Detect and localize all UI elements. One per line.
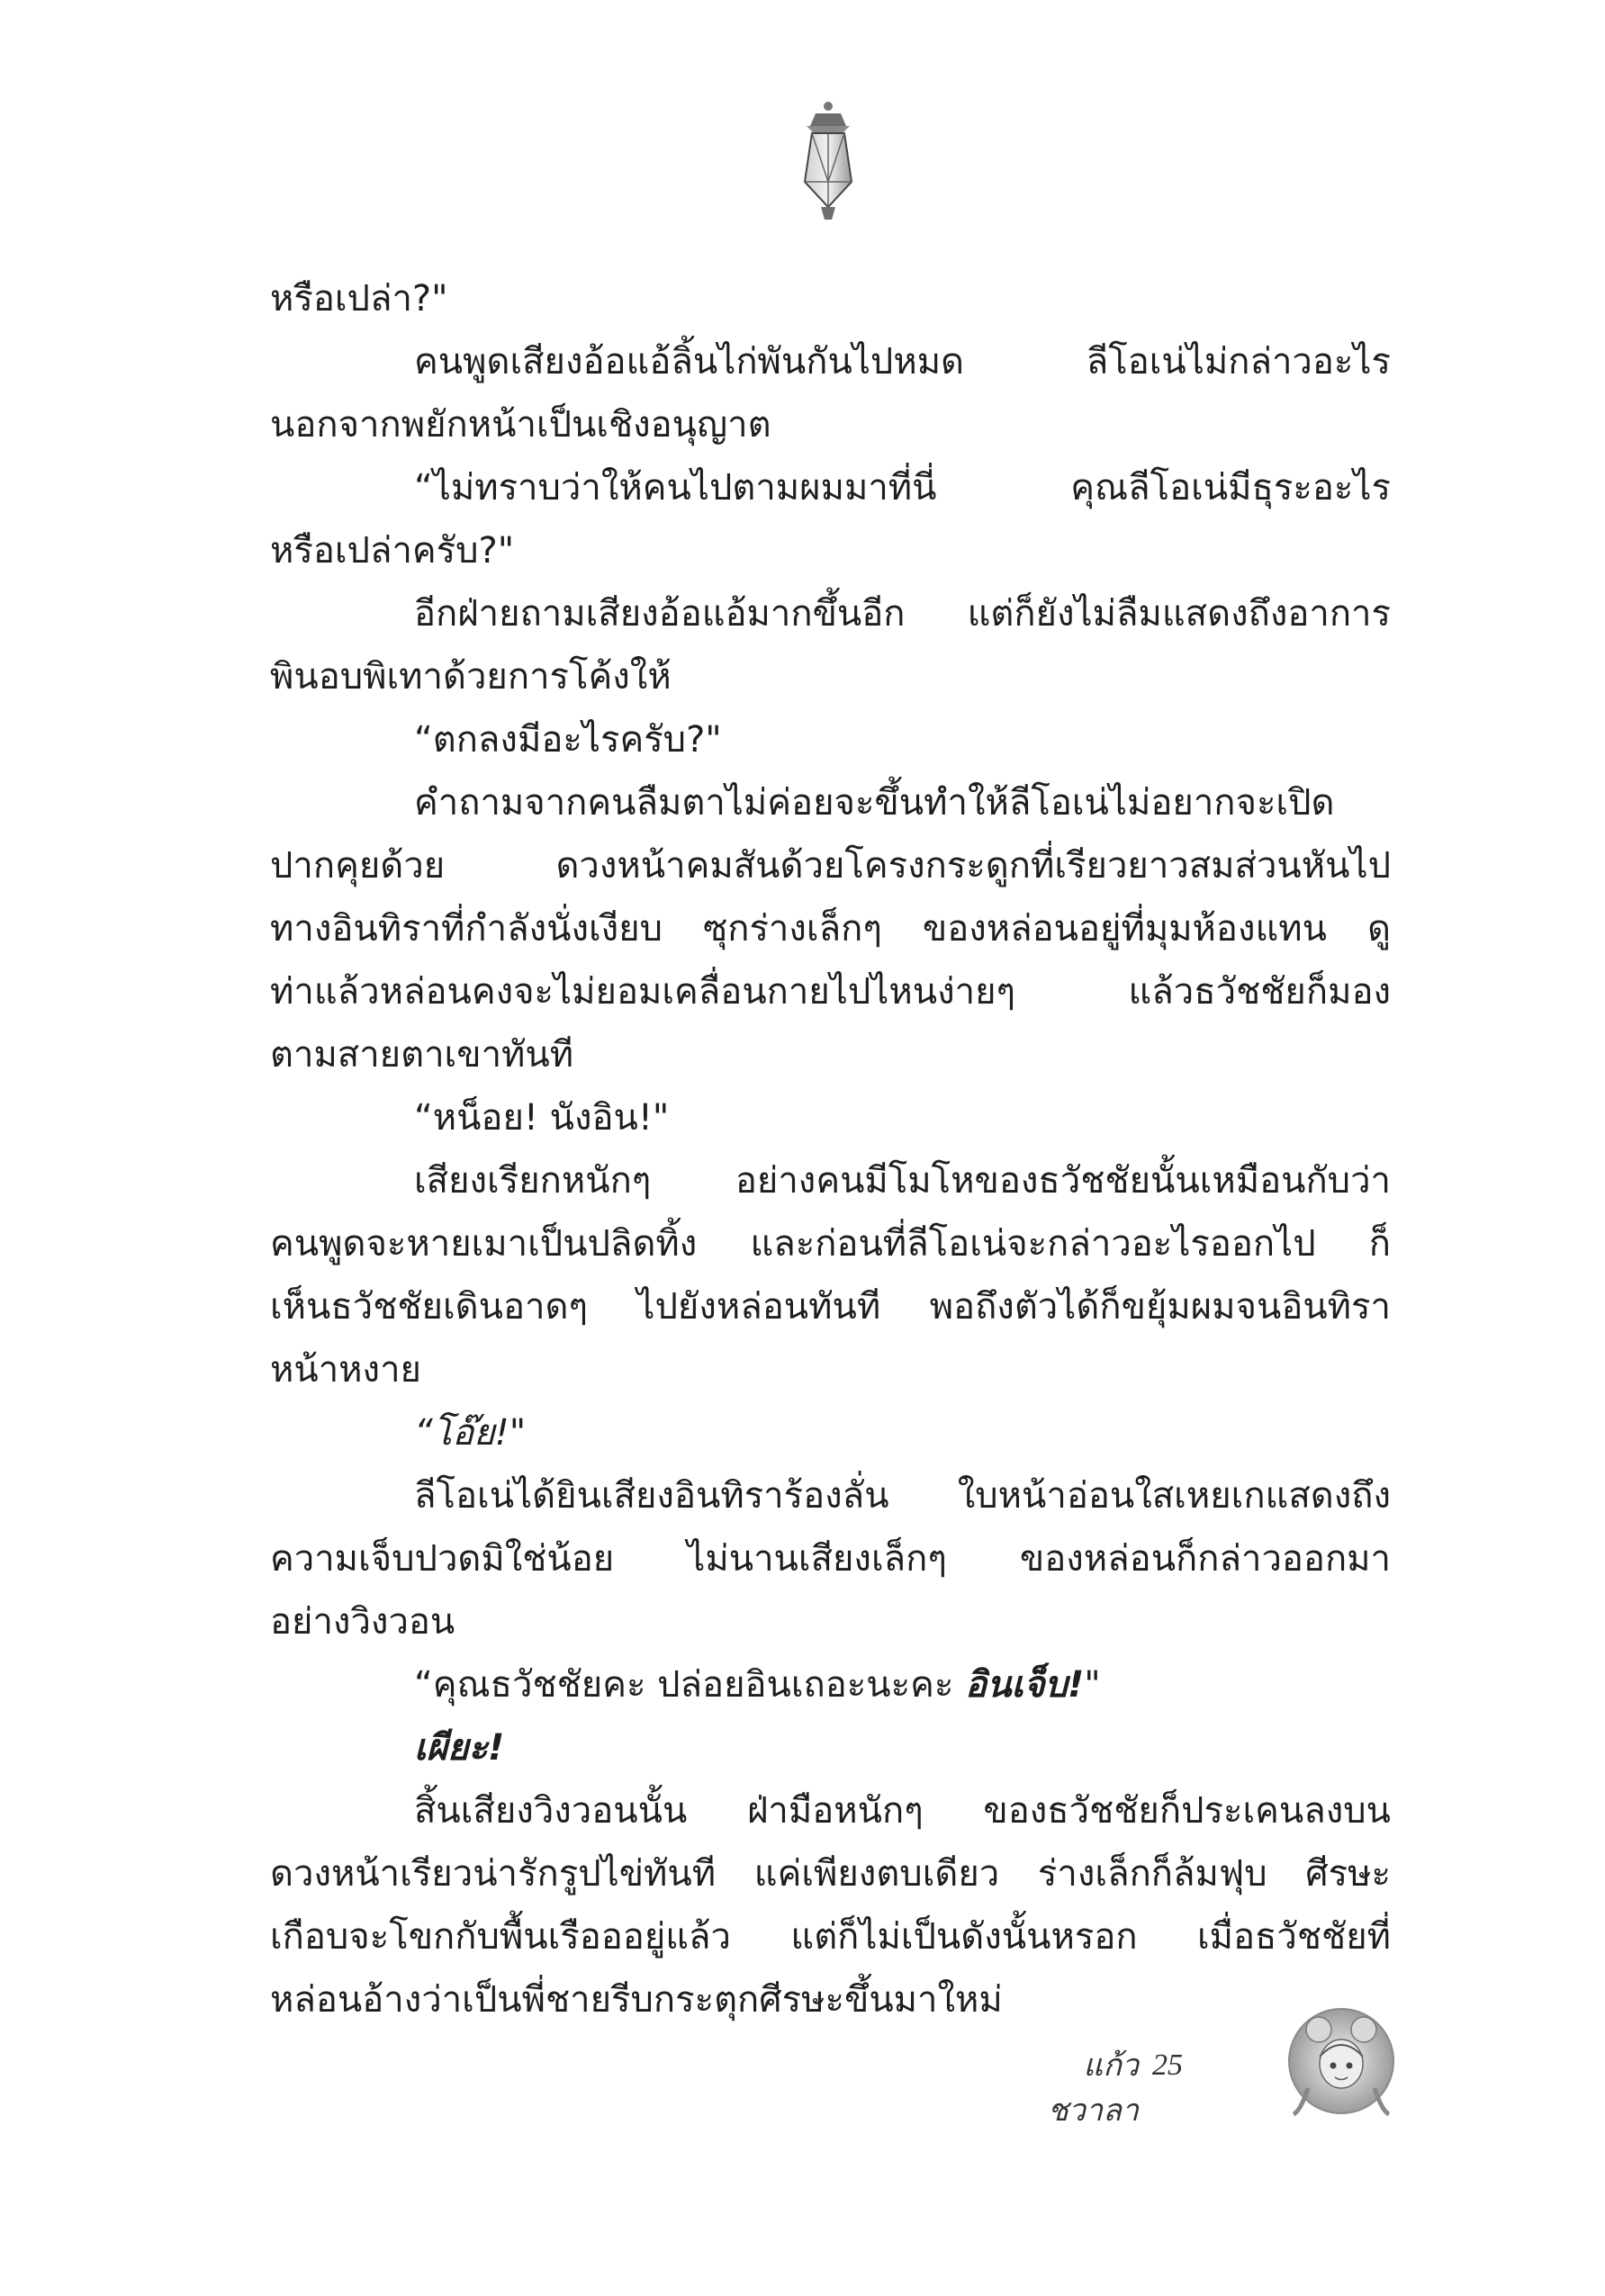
text-line: “ตกลงมีอะไรครับ?" (414, 719, 722, 761)
text-line: เสียงเรียกหนักๆ อย่างคนมีโมโหของธวัชชัยนั้นเหมือนกับว่า (414, 1160, 1391, 1202)
text-line: อีกฝ่ายถามเสียงอ้อแอ้มากขึ้นอีก แต่ก็ยังไม่ลืมแสดงถึงอาการ (414, 593, 1391, 635)
page-number: 25 (1152, 2048, 1183, 2082)
character-emblem-icon (1283, 2003, 1400, 2120)
text-line: คนพูดจะหายเมาเป็นปลิดทิ้ง และก่อนที่ลีโอเน่จะกล่าวอะไรออกไป ก็ (270, 1223, 1391, 1265)
text-line: นอกจากพยักหน้าเป็นเชิงอนุญาต (270, 404, 771, 446)
text-line: หล่อนอ้างว่าเป็นพี่ชายรีบกระตุกศีรษะขึ้นมาใหม่ (270, 1979, 1003, 2021)
text-line: ท่าแล้วหล่อนคงจะไม่ยอมเคลื่อนกายไปไหนง่ายๆ แล้วธวัชชัยก็มอง (270, 971, 1391, 1013)
text-line: พินอบพิเทาด้วยการโค้งให้ (270, 656, 672, 698)
text-line: ความเจ็บปวดมิใช่น้อย ไม่นานเสียงเล็กๆ ของหล่อนก็กล่าวออกมา (270, 1538, 1391, 1580)
text-line: หรือเปล่าครับ?" (270, 530, 515, 572)
text-line: “หน็อย! นังอิน!" (414, 1097, 670, 1139)
text-line: ทางอินทิราที่กำลังนั่งเงียบ ซุกร่างเล็กๆ ของหล่อนอยู่ที่มุมห้องแทน ดู (270, 908, 1391, 950)
text-line: “ไม่ทราบว่าให้คนไปตามผมมาที่นี่ คุณลีโอเน่มีธุระอะไร (414, 467, 1391, 509)
text-line: “โอ๊ย!" (414, 1412, 527, 1454)
text-line: คำถามจากคนลืมตาไม่ค่อยจะขึ้นทำให้ลีโอเน่ไม่อยากจะเปิด (414, 782, 1335, 824)
footer-book-title: แก้วชวาลา (1047, 2048, 1139, 2129)
text-line: ดวงหน้าเรียวน่ารักรูปไข่ทันที แค่เพียงตบเดียว ร่างเล็กก็ล้มฟุบ ศีรษะ (270, 1853, 1391, 1895)
text-line: ตามสายตาเขาทันที (270, 1034, 574, 1076)
text-line: ปากคุยด้วย ดวงหน้าคมสันด้วยโครงกระดูกที่เรียวยาวสมส่วนหันไป (270, 845, 1391, 887)
text-line: “คุณธวัชชัยคะ ปล่อยอินเถอะนะคะ อินเจ็บ!" (414, 1664, 1101, 1706)
text-line: คนพูดเสียงอ้อแอ้ลิ้นไก่พันกันไปหมด ลีโอเน่ไม่กล่าวอะไร (414, 341, 1391, 383)
emphasis-text: อินเจ็บ! (965, 1664, 1085, 1706)
text-line: เกือบจะโขกกับพื้นเรือออยู่แล้ว แต่ก็ไม่เป็นดังนั้นหรอก เมื่อธวัชชัยที่ (270, 1916, 1391, 1958)
text-line: หรือเปล่า?" (270, 278, 448, 320)
text-line: หน้าหงาย (270, 1349, 421, 1391)
text-line: อย่างวิงวอน (270, 1601, 455, 1643)
text-line: สิ้นเสียงวิงวอนนั้น ฝ่ามือหนักๆ ของธวัชชัยก็ประเคนลงบน (414, 1790, 1391, 1832)
text-line: เห็นธวัชชัยเดินอาดๆ ไปยังหล่อนทันที พอถึงตัวได้ก็ขยุ้มผมจนอินทิรา (270, 1286, 1391, 1328)
text-line: เผียะ! (414, 1727, 505, 1769)
text-line: ลีโอเน่ได้ยินเสียงอินทิราร้องลั่น ใบหน้าอ่อนใสเหยเกแสดงถึง (414, 1475, 1391, 1517)
lantern-ornament-icon (789, 99, 868, 225)
